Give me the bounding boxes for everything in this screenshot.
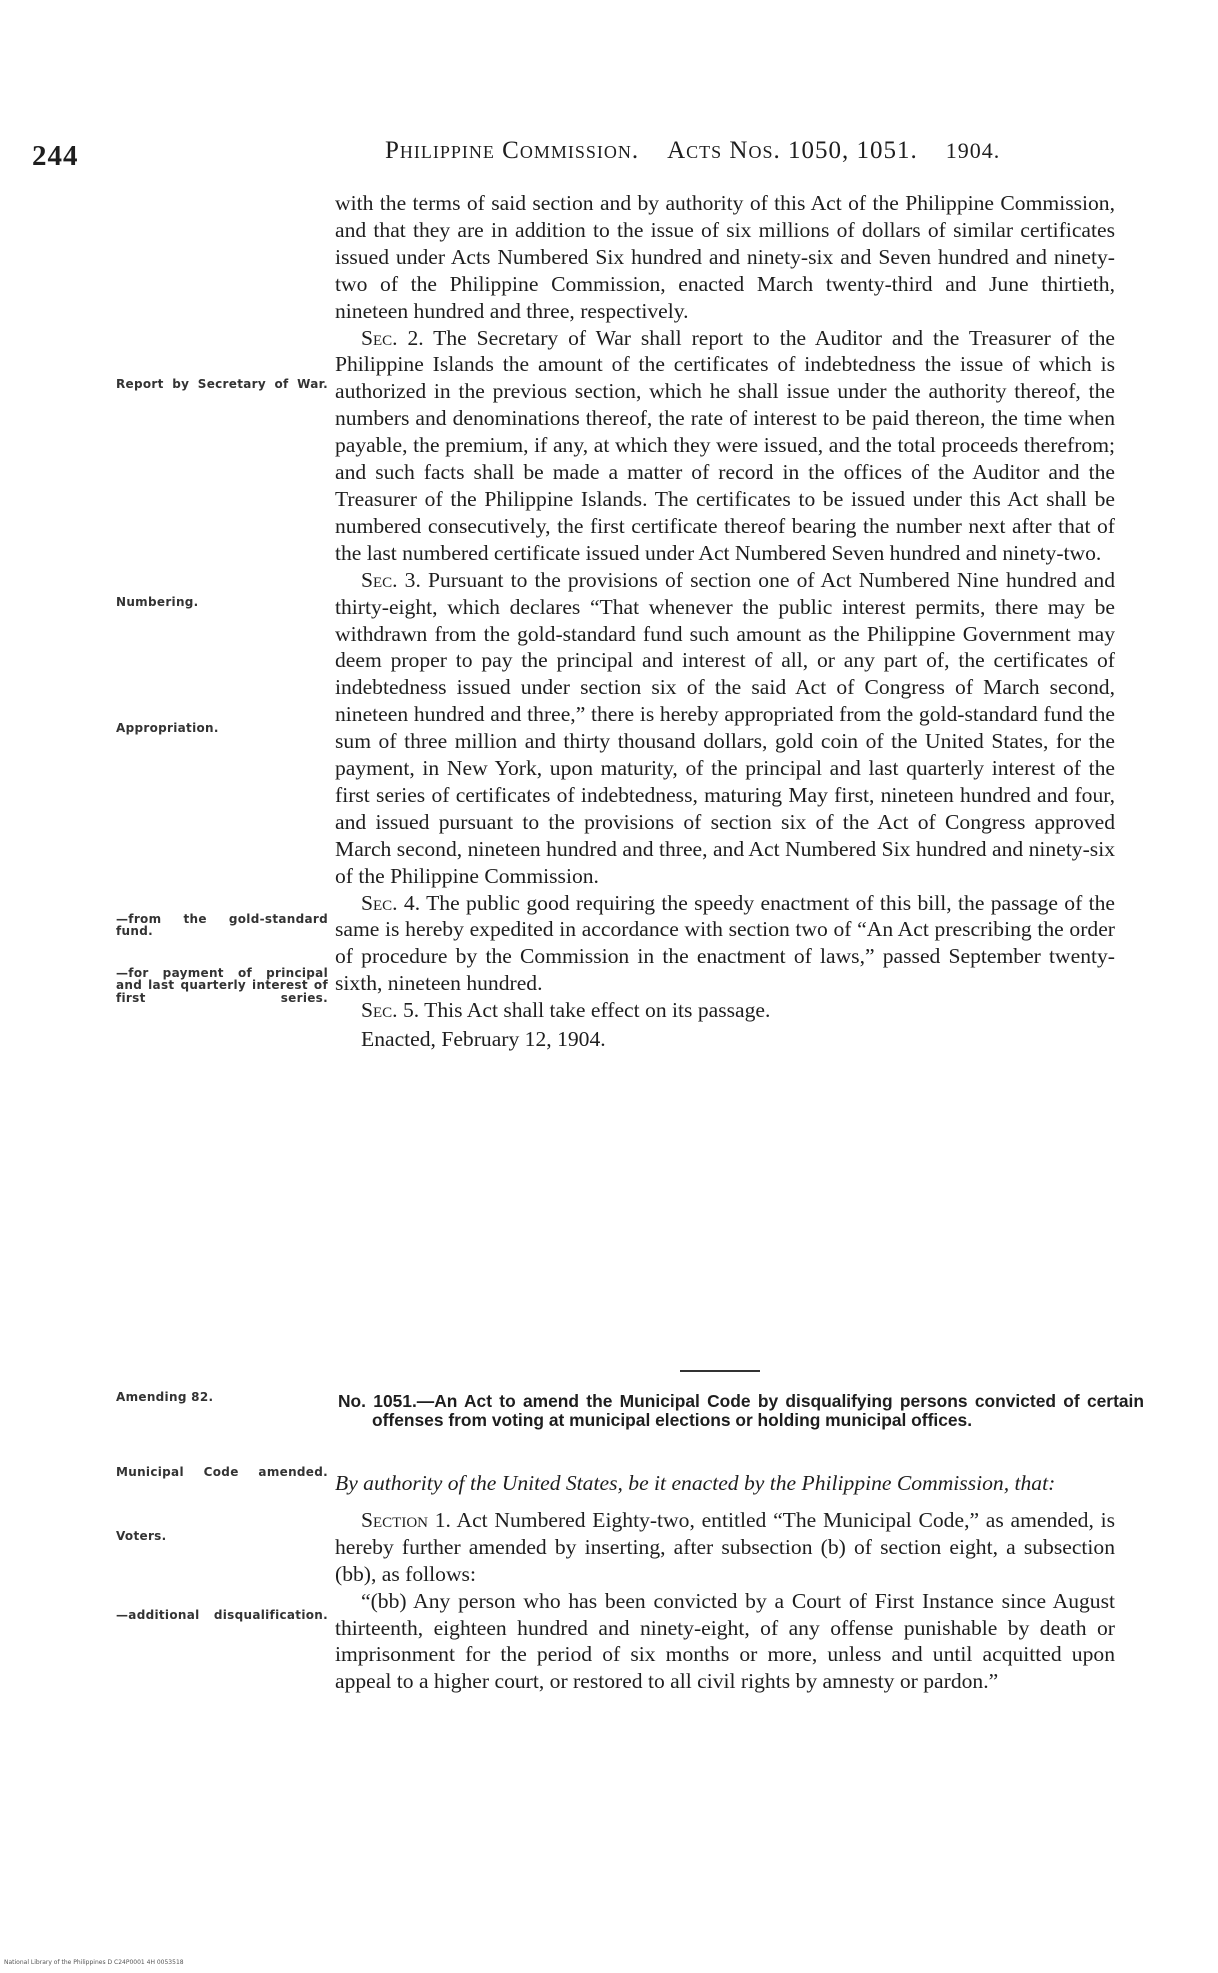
section-1	[335, 1507, 1115, 1588]
scan-credit: National Library of the Philippines D C24P0001 4H 0053518	[4, 1959, 184, 1966]
section-1-label: Section 1.	[361, 1507, 451, 1532]
section-4	[335, 890, 1115, 998]
section-3	[335, 567, 1115, 890]
act-1051-title: No. 1051.—An Act to amend the Municipal Code by disqualifying persons convicted of certain offenses from voting at municipal elections or holding municipal offices.	[338, 1391, 1144, 1430]
margin-note-numbering: Numbering.	[116, 595, 199, 609]
section-2-text: The Secretary of War shall report to the Auditor and the Treasurer of the Philippine Islands the amount of the certificates of indebtedness the issue of which is authorized in the previous section, which he shall issue under the authority thereof, the numbers and denominations thereof, the rate of interest to be paid thereon, the time when payable, the premium, if any, at which they were issued, and the total proceeds therefrom; and such facts shall be made a matter of record in the offices of the Auditor and the Treasurer of the Philippine Islands. The certificates to be issued under this Act shall be numbered consecutively, the first certificate thereof bearing the number next after that of the last numbered certificate issued under Act Numbered Seven hundred and ninety-two.	[335, 325, 1115, 565]
margin-note-municipal-code: Municipal Code amended.	[116, 1465, 328, 1479]
section-2	[335, 325, 1115, 567]
page-number: 244	[32, 140, 79, 172]
running-acts: Acts Nos. 1050, 1051.	[667, 137, 918, 164]
margin-note-gold-standard-fund: —from the gold-standard fund.	[116, 912, 328, 939]
section-divider	[680, 1370, 760, 1372]
section-3-label: Sec. 3.	[361, 567, 421, 592]
enacting-clause: By authority of the United States, be it enacted by the Philippine Commission, that:	[335, 1471, 1056, 1495]
margin-note-amending: Amending 82.	[116, 1390, 214, 1404]
act-1051-body	[335, 1470, 1115, 1695]
margin-note-appropriation: Appropriation.	[116, 721, 219, 735]
section-5	[335, 997, 1115, 1024]
section-2-label: Sec. 2.	[361, 325, 424, 350]
section-1-text: Act Numbered Eighty-two, entitled “The Municipal Code,” as amended, is hereby further amended by inserting, after subsection (b) of section eight, a subsection (bb), as follows:	[335, 1507, 1115, 1586]
running-year: 1904.	[945, 138, 1001, 163]
margin-note-report: Report by Secretary of War.	[116, 377, 328, 391]
running-head	[385, 137, 1000, 165]
subsection-bb: “(bb) Any person who has been convicted by a Court of First Instance since August thirteenth, eighteen hundred and ninety-eight, of any offense punishable by death or imprisonment for the period of six months or more, unless and until acquitted upon appeal to a higher court, or restored to all civil rights by amnesty or pardon.”	[335, 1588, 1115, 1694]
section-5-label: Sec. 5.	[361, 998, 420, 1023]
running-title: Philippine Commission.	[385, 137, 640, 164]
margin-note-additional-disqualification: —additional disqualification.	[116, 1608, 328, 1622]
continuation-paragraph: with the terms of said section and by authority of this Act of the Philippine Commission, and that they are in addition to the issue of six millions of dollars of similar certificates issued under Acts Numbered Six hundred and ninety-six and Seven hundred and ninety-two of the Philippine Commission, enacted March twenty-third and June thirtieth, nineteen hundred and three, respectively.	[335, 191, 1115, 323]
section-4-label: Sec. 4.	[361, 890, 421, 915]
section-4-text: The public good requiring the speedy enactment of this bill, the passage of the same is hereby expedited in accordance with section two of “An Act prescribing the order of procedure by the Commission in the enactment of laws,” passed September twenty-sixth, nineteen hundred.	[335, 890, 1115, 996]
margin-note-voters: Voters.	[116, 1529, 167, 1543]
act-1050-body	[335, 190, 1115, 1053]
enacted-date: Enacted, February 12, 1904.	[361, 1027, 606, 1052]
margin-note-payment: —for payment of principal and last quarterly interest of first series.	[116, 966, 328, 1005]
section-5-text: This Act shall take effect on its passage.	[419, 998, 771, 1023]
section-3-text: Pursuant to the provisions of section one of Act Numbered Nine hundred and thirty-eight, which declares “That whenever the public interest permits, there may be withdrawn from the gold-standard fund such amount as the Philippine Government may deem proper to pay the principal and interest of all, or any part of, the certificates of indebtedness issued under section six of the said Act of Congress of March second, nineteen hundred and three,” there is hereby appropriated from the gold-standard fund the sum of three million and thirty thousand dollars, gold coin of the United States, for the payment, in New York, upon maturity, of the principal and last quarterly interest of the first series of certificates of indebtedness, maturing May first, nineteen hundred and four, and issued pursuant to the provisions of section six of the Act of Congress approved March second, nineteen hundred and three, and Act Numbered Six hundred and ninety-six of the Philippine Commission.	[335, 567, 1115, 888]
